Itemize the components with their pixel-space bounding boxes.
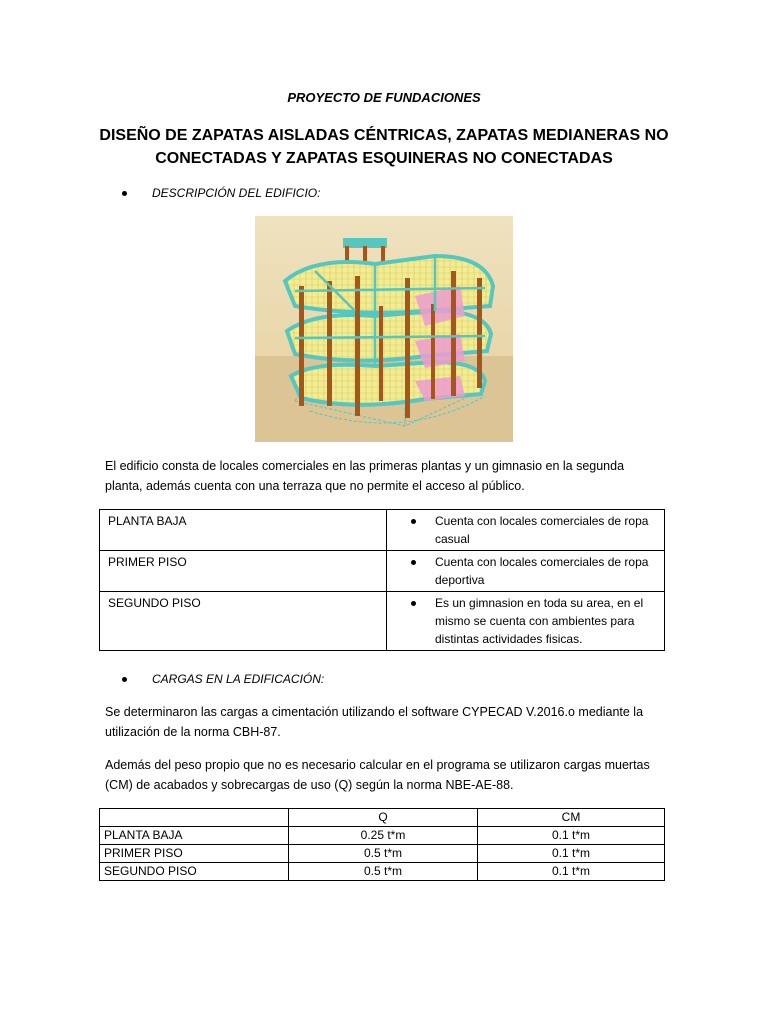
- description-line: distintas actividades fisicas.: [435, 632, 583, 646]
- table-row: [100, 510, 665, 551]
- table-row: [100, 551, 665, 592]
- table-row: [100, 592, 665, 651]
- description-heading-text: DESCRIPCIÓN DEL EDIFICIO:: [152, 186, 321, 200]
- building-structure-illustration: [255, 216, 513, 442]
- description-line: Es un gimnasion en toda su area, en el: [435, 596, 644, 610]
- bullet-icon: [411, 560, 416, 565]
- q-cell: 0.5 t*m: [289, 863, 478, 881]
- floor-cell: PLANTA BAJA: [100, 510, 387, 551]
- loads-paragraph-2-line-2: (CM) de acabados y sobrecargas de uso (Q) según la norma NBE-AE-88.: [105, 778, 514, 792]
- q-cell: 0.5 t*m: [289, 845, 478, 863]
- table-header-row: [100, 809, 665, 827]
- loads-paragraph-1: [105, 702, 665, 742]
- description-paragraph-line-1: El edificio consta de locales comerciales en las primeras plantas y un gimnasio en la segunda: [105, 459, 625, 473]
- bullet-icon: [411, 519, 416, 524]
- floor-description-cell: [387, 592, 665, 651]
- description-line: deportiva: [435, 573, 485, 587]
- floor-description-cell: [387, 510, 665, 551]
- cm-cell: 0.1 t*m: [478, 845, 665, 863]
- description-paragraph-line-2: planta, además cuenta con una terraza que no permite el acceso al público.: [105, 479, 525, 493]
- floor-description-cell: [387, 551, 665, 592]
- empty-header-cell: [100, 809, 289, 827]
- loads-heading: [128, 672, 324, 686]
- building-3d-render-image: [255, 216, 513, 442]
- floor-cell: PLANTA BAJA: [100, 827, 289, 845]
- floor-cell: PRIMER PISO: [100, 551, 387, 592]
- loads-paragraph-2-line-1: Además del peso propio que no es necesario calcular en el programa se utilizaron cargas muertas: [105, 758, 650, 772]
- header-cm: CM: [478, 809, 665, 827]
- document-heading: [80, 124, 688, 170]
- bullet-icon: [122, 191, 127, 196]
- table-row: [100, 845, 665, 863]
- table-row: [100, 827, 665, 845]
- q-cell: 0.25 t*m: [289, 827, 478, 845]
- floor-cell: SEGUNDO PISO: [100, 863, 289, 881]
- loads-table: [99, 808, 665, 881]
- header-q: Q: [289, 809, 478, 827]
- description-line: Cuenta con locales comerciales de ropa: [435, 514, 649, 528]
- description-line: mismo se cuenta con ambientes para: [435, 614, 635, 628]
- document-title: PROYECTO DE FUNDACIONES: [287, 90, 481, 105]
- bullet-icon: [411, 601, 416, 606]
- description-line: casual: [435, 532, 470, 546]
- cm-cell: 0.1 t*m: [478, 863, 665, 881]
- cm-cell: 0.1 t*m: [478, 827, 665, 845]
- description-paragraph: [105, 456, 665, 496]
- bullet-icon: [122, 677, 127, 682]
- table-row: [100, 863, 665, 881]
- description-heading: [128, 186, 320, 200]
- loads-paragraph-1-line-1: Se determinaron las cargas a cimentación utilizando el software CYPECAD V.2016.o mediante la: [105, 705, 644, 719]
- floor-cell: PRIMER PISO: [100, 845, 289, 863]
- heading-line-2: CONECTADAS Y ZAPATAS ESQUINERAS NO CONECTADAS: [155, 150, 613, 167]
- loads-heading-text: CARGAS EN LA EDIFICACIÓN:: [152, 672, 325, 686]
- description-line: Cuenta con locales comerciales de ropa: [435, 555, 649, 569]
- heading-line-1: DISEÑO DE ZAPATAS AISLADAS CÉNTRICAS, ZAPATAS MEDIANERAS NO: [99, 127, 669, 144]
- loads-paragraph-2: [105, 755, 665, 795]
- loads-paragraph-1-line-2: utilización de la norma CBH-87.: [105, 725, 281, 739]
- floor-description-table: [99, 509, 665, 651]
- floor-cell: SEGUNDO PISO: [100, 592, 387, 651]
